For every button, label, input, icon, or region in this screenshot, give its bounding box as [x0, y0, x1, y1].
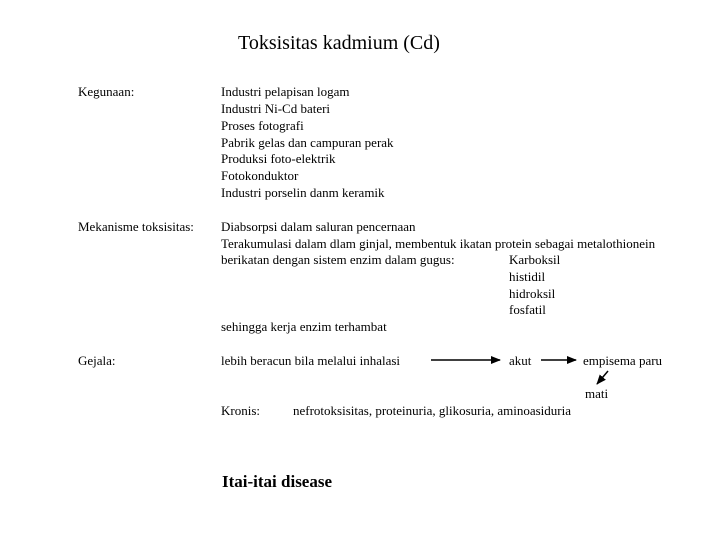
- gugus-item: histidil: [509, 269, 546, 284]
- kegunaan-item: Proses fotografi: [221, 118, 304, 133]
- gugus-item: fosfatil: [509, 302, 546, 317]
- inhalasi-text: lebih beracun bila melalui inhalasi: [221, 353, 401, 368]
- akut-text: akut: [509, 353, 532, 368]
- gugus-item: hidroksil: [509, 286, 556, 301]
- mati-text: mati: [585, 386, 609, 401]
- kegunaan-item: Industri porselin danm keramik: [221, 185, 385, 200]
- kegunaan-item: Industri Ni-Cd bateri: [221, 101, 331, 116]
- kegunaan-item: Fotokonduktor: [221, 168, 299, 183]
- mekanisme-line: berikatan dengan sistem enzim dalam gugus:: [221, 252, 455, 267]
- kegunaan-item: Industri pelapisan logam: [221, 84, 350, 99]
- mekanisme-line: Diabsorpsi dalam saluran pencernaan: [221, 219, 416, 234]
- mekanisme-line: Terakumulasi dalam dlam ginjal, membentuk ikatan protein sebagai metalothionein: [221, 236, 656, 251]
- kronis-text: nefrotoksisitas, proteinuria, glikosuria, aminoasiduria: [293, 403, 571, 418]
- kegunaan-item: Pabrik gelas dan campuran perak: [221, 135, 394, 150]
- page-title: Toksisitas kadmium (Cd): [238, 32, 440, 54]
- footer-heading: Itai-itai disease: [222, 472, 333, 491]
- gugus-item: Karboksil: [509, 252, 561, 267]
- emfisema-mati-arrow: [597, 371, 608, 384]
- kegunaan-label: Kegunaan:: [78, 84, 135, 99]
- kegunaan-item: Produksi foto-elektrik: [221, 151, 336, 166]
- gejala-label: Gejala:: [78, 353, 116, 368]
- kronis-label: Kronis:: [221, 403, 260, 418]
- emfisema-text: empisema paru: [583, 353, 663, 368]
- mekanisme-conclusion: sehingga kerja enzim terhambat: [221, 319, 387, 334]
- mekanisme-label: Mekanisme toksisitas:: [78, 219, 194, 234]
